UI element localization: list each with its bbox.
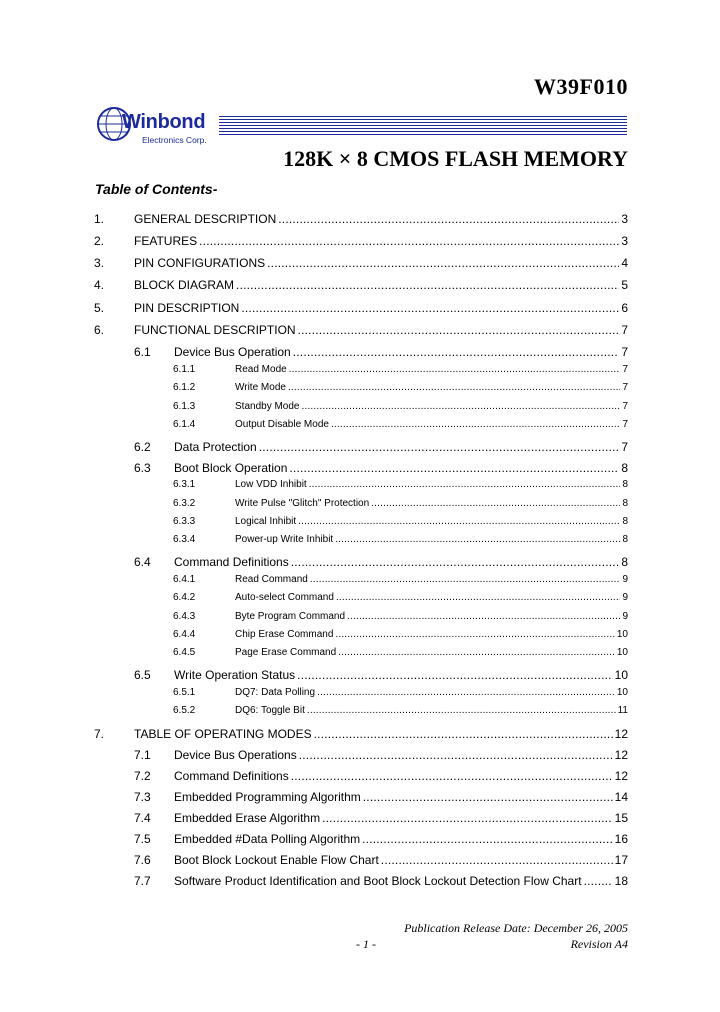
- toc-entry-page: 4: [621, 256, 628, 270]
- dot-leader: [331, 419, 620, 430]
- dot-leader: [278, 212, 619, 226]
- dot-leader: [322, 811, 613, 825]
- toc-entry[interactable]: [173, 611, 628, 622]
- toc-entry-page: 8: [622, 534, 628, 545]
- toc-entry-title: Write Operation Status: [174, 668, 296, 682]
- toc-entry-title: Low VDD Inhibit: [235, 479, 307, 490]
- toc-entry-number: 6.1.4: [173, 419, 196, 430]
- toc-entry-page: 12: [614, 769, 628, 783]
- toc-entry-page: 7: [622, 401, 628, 412]
- toc-entry-title: Read Mode: [235, 364, 287, 375]
- toc-entry-title: Boot Block Operation: [174, 461, 288, 475]
- toc-entry-number: 6.1: [134, 345, 151, 359]
- toc-entry-number: 6.3.3: [173, 516, 196, 527]
- toc-entry-title: TABLE OF OPERATING MODES: [134, 727, 312, 741]
- toc-entry[interactable]: [134, 345, 628, 359]
- toc-entry-number: 6.3: [134, 461, 151, 475]
- toc-entry-title: Embedded Erase Algorithm: [174, 811, 321, 825]
- toc-entry[interactable]: [173, 498, 628, 509]
- dot-leader: [307, 705, 616, 716]
- toc-entry-number: 6.4.2: [173, 592, 196, 603]
- toc-entry[interactable]: [173, 592, 628, 603]
- toc-entry-number: 7.5: [134, 832, 151, 846]
- dot-leader: [291, 769, 613, 783]
- toc-entry-number: 6.1.3: [173, 401, 196, 412]
- toc-entry-page: 18: [614, 874, 628, 888]
- toc-entry[interactable]: [134, 853, 628, 867]
- toc-entry-page: 8: [622, 479, 628, 490]
- winbond-logo: [96, 103, 216, 151]
- page-number: - 1 -: [356, 937, 376, 951]
- toc-entry-number: 6.5.1: [173, 687, 196, 698]
- dot-leader: [288, 382, 620, 393]
- toc-entry[interactable]: [134, 440, 628, 454]
- toc-entry-page: 7: [621, 345, 628, 359]
- toc-entry[interactable]: [94, 301, 628, 315]
- toc-entry-title: Device Bus Operation: [174, 345, 291, 359]
- toc-entry[interactable]: [173, 574, 628, 585]
- toc-entry-number: 5.: [94, 301, 105, 315]
- part-number: W39F010: [534, 74, 628, 99]
- toc-entry-number: 1.: [94, 212, 105, 226]
- toc-entry-number: 6.: [94, 323, 105, 337]
- dot-leader: [236, 278, 619, 292]
- toc-entry-title: Output Disable Mode: [235, 419, 329, 430]
- toc-entry-number: 6.1.2: [173, 382, 196, 393]
- toc-entry-number: 6.4.3: [173, 611, 196, 622]
- toc-entry-page: 3: [621, 234, 628, 248]
- toc-entry-number: 6.4.1: [173, 574, 196, 585]
- toc-entry-page: 9: [622, 592, 628, 603]
- dot-leader: [299, 748, 613, 762]
- toc-entry-number: 4.: [94, 278, 105, 292]
- dot-leader: [310, 574, 621, 585]
- dot-leader: [362, 832, 613, 846]
- dot-leader: [335, 534, 620, 545]
- dot-leader: [314, 727, 613, 741]
- toc-entry[interactable]: [173, 629, 628, 640]
- toc-entry-title: FUNCTIONAL DESCRIPTION: [134, 323, 296, 337]
- toc-entry-title: Chip Erase Command: [235, 629, 334, 640]
- dot-leader: [297, 668, 612, 682]
- toc-entry-number: 6.5.2: [173, 705, 196, 716]
- toc-entry-title: DQ7: Data Polling: [235, 687, 316, 698]
- dot-leader: [363, 790, 613, 804]
- document-title: 128K × 8 CMOS FLASH MEMORY: [283, 146, 628, 171]
- toc-entry-number: 6.2: [134, 440, 151, 454]
- toc-entry-page: 3: [621, 212, 628, 226]
- toc-entry-page: 10: [616, 687, 628, 698]
- toc-entry-page: 8: [622, 516, 628, 527]
- toc-entry-title: Logical Inhibit: [235, 516, 297, 527]
- toc-entry-page: 8: [621, 461, 628, 475]
- toc-entry[interactable]: [134, 748, 628, 762]
- toc-entry-number: 2.: [94, 234, 105, 248]
- toc-entry-page: 15: [614, 811, 628, 825]
- toc-entry[interactable]: [173, 647, 628, 658]
- toc-entry-title: Device Bus Operations: [174, 748, 297, 762]
- toc-entry-title: Embedded #Data Polling Algorithm: [174, 832, 361, 846]
- toc-entry-page: 14: [614, 790, 628, 804]
- toc-entry[interactable]: [173, 401, 628, 412]
- toc-entry-number: 7.4: [134, 811, 151, 825]
- toc-entry-title: Software Product Identification and Boot Block Lockout Detection Flow Chart: [174, 874, 582, 888]
- toc-entry[interactable]: [134, 769, 628, 783]
- toc-entry[interactable]: [134, 874, 628, 888]
- toc-entry-number: 6.3.4: [173, 534, 196, 545]
- toc-entry-title: Byte Program Command: [235, 611, 346, 622]
- toc-entry-number: 7.2: [134, 769, 151, 783]
- toc-entry-number: 7.3: [134, 790, 151, 804]
- toc-entry-title: Boot Block Lockout Enable Flow Chart: [174, 853, 379, 867]
- toc-entry-title: PIN CONFIGURATIONS: [134, 256, 266, 270]
- toc-entry-title: Command Definitions: [174, 769, 289, 783]
- toc-entry-page: 7: [621, 323, 628, 337]
- header-rules: [219, 116, 627, 138]
- toc-entry[interactable]: [134, 668, 628, 682]
- toc-entry-number: 6.5: [134, 668, 151, 682]
- toc-entry-title: BLOCK DIAGRAM: [134, 278, 235, 292]
- toc-entry-title: GENERAL DESCRIPTION: [134, 212, 277, 226]
- toc-entry-number: 6.4.4: [173, 629, 196, 640]
- toc-entry-page: 8: [622, 498, 628, 509]
- toc-entry[interactable]: [134, 811, 628, 825]
- toc-heading: Table of Contents-: [95, 181, 218, 197]
- toc-entry-page: 6: [621, 301, 628, 315]
- toc-entry[interactable]: [173, 479, 628, 490]
- toc-entry[interactable]: [94, 727, 628, 741]
- toc-entry-page: 12: [614, 727, 628, 741]
- toc-entry[interactable]: [173, 705, 628, 716]
- toc-entry-title: Page Erase Command: [235, 647, 337, 658]
- toc-entry-title: Data Protection: [174, 440, 257, 454]
- toc-entry-number: 6.1.1: [173, 364, 196, 375]
- dot-leader: [309, 479, 621, 490]
- dot-leader: [338, 647, 615, 658]
- dot-leader: [298, 323, 620, 337]
- toc-entry-number: 6.3.2: [173, 498, 196, 509]
- dot-leader: [347, 611, 620, 622]
- dot-leader: [584, 874, 613, 888]
- logo-subtitle: Electronics Corp.: [142, 135, 207, 145]
- dot-leader: [381, 853, 613, 867]
- toc-entry-page: 7: [622, 419, 628, 430]
- dot-leader: [371, 498, 620, 509]
- toc-entry-page: 9: [622, 611, 628, 622]
- toc-entry-page: 11: [617, 705, 628, 716]
- toc-entry-number: 7.: [94, 727, 105, 741]
- toc-entry-title: FEATURES: [134, 234, 198, 248]
- toc-entry-number: 7.7: [134, 874, 151, 888]
- revision: Revision A4: [570, 937, 628, 951]
- dot-leader: [302, 401, 621, 412]
- toc-entry[interactable]: [134, 832, 628, 846]
- toc-entry-page: 10: [616, 647, 628, 658]
- toc-entry-title: Command Definitions: [174, 555, 289, 569]
- toc-entry[interactable]: [94, 234, 628, 248]
- toc-entry-page: 10: [616, 629, 628, 640]
- toc-entry[interactable]: [134, 461, 628, 475]
- toc-entry-number: 6.4.5: [173, 647, 196, 658]
- logo-wordmark: Winbond: [122, 111, 206, 133]
- dot-leader: [291, 555, 620, 569]
- dot-leader: [293, 345, 620, 359]
- toc-entry[interactable]: [134, 555, 628, 569]
- toc-entry-title: Power-up Write Inhibit: [235, 534, 334, 545]
- dot-leader: [289, 364, 621, 375]
- toc-entry-title: Write Pulse "Glitch" Protection: [235, 498, 370, 509]
- toc-entry[interactable]: [173, 419, 628, 430]
- toc-entry[interactable]: [94, 256, 628, 270]
- toc-entry[interactable]: [173, 516, 628, 527]
- toc-entry-page: 9: [622, 574, 628, 585]
- toc-entry[interactable]: [173, 687, 628, 698]
- dot-leader: [336, 592, 621, 603]
- toc-entry-title: Read Command: [235, 574, 308, 585]
- dot-leader: [199, 234, 619, 248]
- toc-entry-number: 7.1: [134, 748, 151, 762]
- dot-leader: [317, 687, 615, 698]
- release-date: Publication Release Date: December 26, 2005: [404, 921, 628, 935]
- toc-entry-page: 7: [621, 440, 628, 454]
- toc-entry[interactable]: [173, 364, 628, 375]
- toc-entry-number: 3.: [94, 256, 105, 270]
- toc-entry-title: PIN DESCRIPTION: [134, 301, 240, 315]
- toc-entry[interactable]: [94, 278, 628, 292]
- toc-entry-page: 17: [614, 853, 628, 867]
- toc-entry[interactable]: [173, 382, 628, 393]
- toc-entry[interactable]: [134, 790, 628, 804]
- toc-entry-page: 5: [621, 278, 628, 292]
- dot-leader: [335, 629, 615, 640]
- toc-entry-title: Standby Mode: [235, 401, 300, 412]
- toc-entry-page: 16: [614, 832, 628, 846]
- toc-entry-title: Write Mode: [235, 382, 286, 393]
- toc-entry[interactable]: [94, 212, 628, 226]
- toc-entry-number: 6.3.1: [173, 479, 196, 490]
- toc-entry-title: Auto-select Command: [235, 592, 334, 603]
- toc-entry-page: 7: [622, 364, 628, 375]
- dot-leader: [267, 256, 619, 270]
- dot-leader: [241, 301, 619, 315]
- toc-entry-number: 7.6: [134, 853, 151, 867]
- toc-entry[interactable]: [94, 323, 628, 337]
- toc-entry-title: Embedded Programming Algorithm: [174, 790, 361, 804]
- toc-entry-page: 12: [614, 748, 628, 762]
- toc-entry-page: 10: [614, 668, 628, 682]
- toc-entry-page: 7: [622, 382, 628, 393]
- dot-leader: [289, 461, 619, 475]
- dot-leader: [259, 440, 620, 454]
- dot-leader: [298, 516, 620, 527]
- toc-entry-number: 6.4: [134, 555, 151, 569]
- toc-entry-page: 8: [621, 555, 628, 569]
- toc-entry[interactable]: [173, 534, 628, 545]
- toc-entry-title: DQ6: Toggle Bit: [235, 705, 305, 716]
